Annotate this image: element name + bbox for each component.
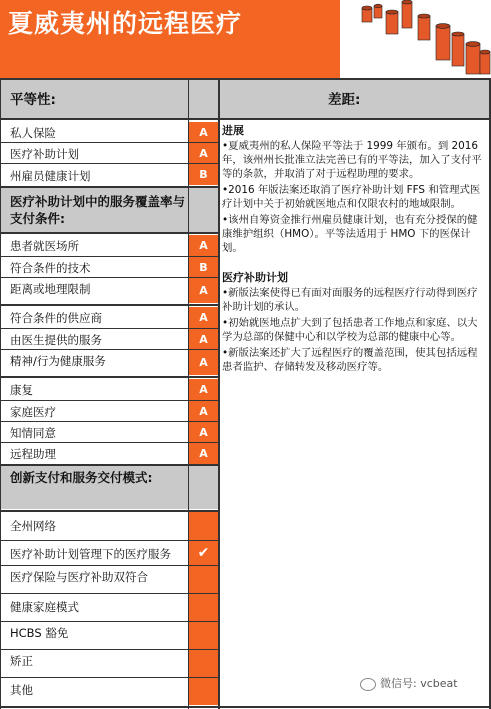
- table-border-left: [0, 78, 1, 709]
- row-label: 康复: [10, 383, 33, 397]
- row-label: 符合条件的供应商: [10, 311, 102, 325]
- row-label: 患者就医场所: [10, 239, 79, 253]
- gap-point: •新版法案使得已有面对面服务的远程医疗行动得到医疗补助计划的承认。: [222, 287, 478, 313]
- grade-badge: A: [189, 278, 218, 303]
- wechat-watermark: 微信号: vcbeat: [360, 675, 458, 691]
- model-cell: [189, 678, 218, 705]
- right-column-header: 差距:: [218, 78, 491, 118]
- grade-badge: A: [189, 350, 218, 375]
- gap-point: •初始就医地点扩大到了包括患者工作地点和家庭、以大学为总部的保健中心和以学校为总部的健康中心等。: [222, 317, 478, 343]
- row-divider: [0, 142, 218, 143]
- gap-point: •夏威夷州的私人保险平等法于 1999 年颁布。到 2016 年，该州州长批准立法完善已有的平等法，加入了支付平等的条款，并取消了对于远程助理的要求。: [222, 140, 482, 180]
- row-divider: [0, 400, 218, 401]
- row-label: 符合条件的技术: [10, 261, 91, 275]
- row-divider: [0, 328, 218, 329]
- model-cell: [189, 512, 218, 540]
- row-divider: [0, 349, 218, 350]
- checkmark-cell: ✔: [189, 541, 218, 565]
- header-divider: [0, 118, 491, 120]
- model-cell: [189, 622, 218, 649]
- row-divider: [0, 256, 218, 257]
- row-label: 由医生提供的服务: [10, 333, 102, 347]
- row-label: HCBS 豁免: [10, 626, 69, 640]
- badge-column-header: [189, 78, 218, 118]
- gap-heading-progress: 进展: [222, 124, 244, 137]
- cylinder-logo-graphic: [358, 0, 491, 78]
- row-divider: [0, 621, 218, 622]
- section-header-innovation: 创新支付和服务交付模式:: [0, 465, 189, 509]
- model-cell: [189, 566, 218, 593]
- grade-badge: B: [189, 257, 218, 278]
- header-band: [0, 0, 491, 78]
- page-title: 夏威夷州的远程医疗: [8, 9, 243, 38]
- gap-point: •2016 年版法案还取消了医疗补助计划 FFS 和管理式医疗计划中关于初始就医地点和仅限农村的地域限制。: [222, 184, 481, 210]
- row-label: 医疗保险与医疗补助双符合: [10, 570, 148, 584]
- section-header-innovation-badge: [189, 465, 218, 509]
- table-border-top: [0, 78, 491, 80]
- grade-badge: A: [189, 307, 218, 328]
- gap-point: •该州自筹资金推行州雇员健康计划，也有充分授保的健康维护组织（HMO）。平等法适用于 HMO 下的医保计划。: [222, 214, 478, 254]
- row-label: 全州网络: [10, 519, 56, 533]
- row-divider: [0, 376, 218, 378]
- grade-badge: A: [189, 329, 218, 350]
- column-divider: [188, 78, 189, 709]
- row-label: 其他: [10, 683, 33, 697]
- row-label: 知情同意: [10, 426, 56, 440]
- row-label: 私人保险: [10, 126, 56, 140]
- row-divider: [0, 540, 218, 541]
- title-band: [0, 0, 340, 78]
- row-divider: [0, 163, 218, 164]
- row-label: 远程助理: [10, 447, 56, 461]
- model-cell: [189, 650, 218, 677]
- row-label: 医疗补助计划: [10, 147, 79, 161]
- column-divider: [218, 78, 220, 709]
- row-divider: [0, 277, 218, 278]
- grade-badge: A: [189, 235, 218, 256]
- row-label: 矫正: [10, 654, 33, 668]
- row-divider: [0, 649, 218, 650]
- comparison-table: [0, 78, 491, 709]
- row-divider: [0, 510, 218, 512]
- row-divider: [0, 442, 218, 443]
- table-border-bottom: [0, 706, 491, 708]
- row-label: 距离或地理限制: [10, 282, 91, 296]
- grade-badge: A: [189, 143, 218, 163]
- model-cell: [189, 594, 218, 621]
- grade-badge: A: [189, 443, 218, 464]
- section-header-coverage-badge: [189, 188, 218, 232]
- wechat-icon: [360, 678, 376, 691]
- row-divider: [0, 232, 218, 234]
- grade-badge: A: [189, 422, 218, 443]
- section-header-coverage: 医疗补助计划中的服务覆盖率与支付条件:: [0, 188, 189, 232]
- row-divider: [0, 565, 218, 566]
- row-divider: [0, 464, 218, 466]
- grade-badge: B: [189, 164, 218, 185]
- row-divider: [0, 593, 218, 594]
- gap-heading-medicaid: 医疗补助计划: [222, 271, 288, 284]
- left-column-header: 平等性:: [0, 78, 189, 118]
- grade-badge: A: [189, 401, 218, 422]
- grade-badge: A: [189, 379, 218, 400]
- gaps-panel: [222, 122, 484, 376]
- row-label: 家庭医疗: [10, 405, 56, 419]
- row-divider: [0, 421, 218, 422]
- grade-badge: A: [189, 122, 218, 142]
- row-label: 健康家庭模式: [10, 600, 79, 614]
- row-divider: [0, 677, 218, 678]
- gap-point: •新版法案还扩大了远程医疗的覆盖范围，使其包括远程患者监护、存储转发及移动医疗等。: [222, 347, 478, 373]
- row-divider: [0, 186, 218, 188]
- row-label: 精神/行为健康服务: [10, 354, 106, 368]
- row-label: 州雇员健康计划: [10, 169, 91, 183]
- row-divider: [0, 304, 218, 306]
- row-label: 医疗补助计划管理下的医疗服务: [10, 547, 171, 561]
